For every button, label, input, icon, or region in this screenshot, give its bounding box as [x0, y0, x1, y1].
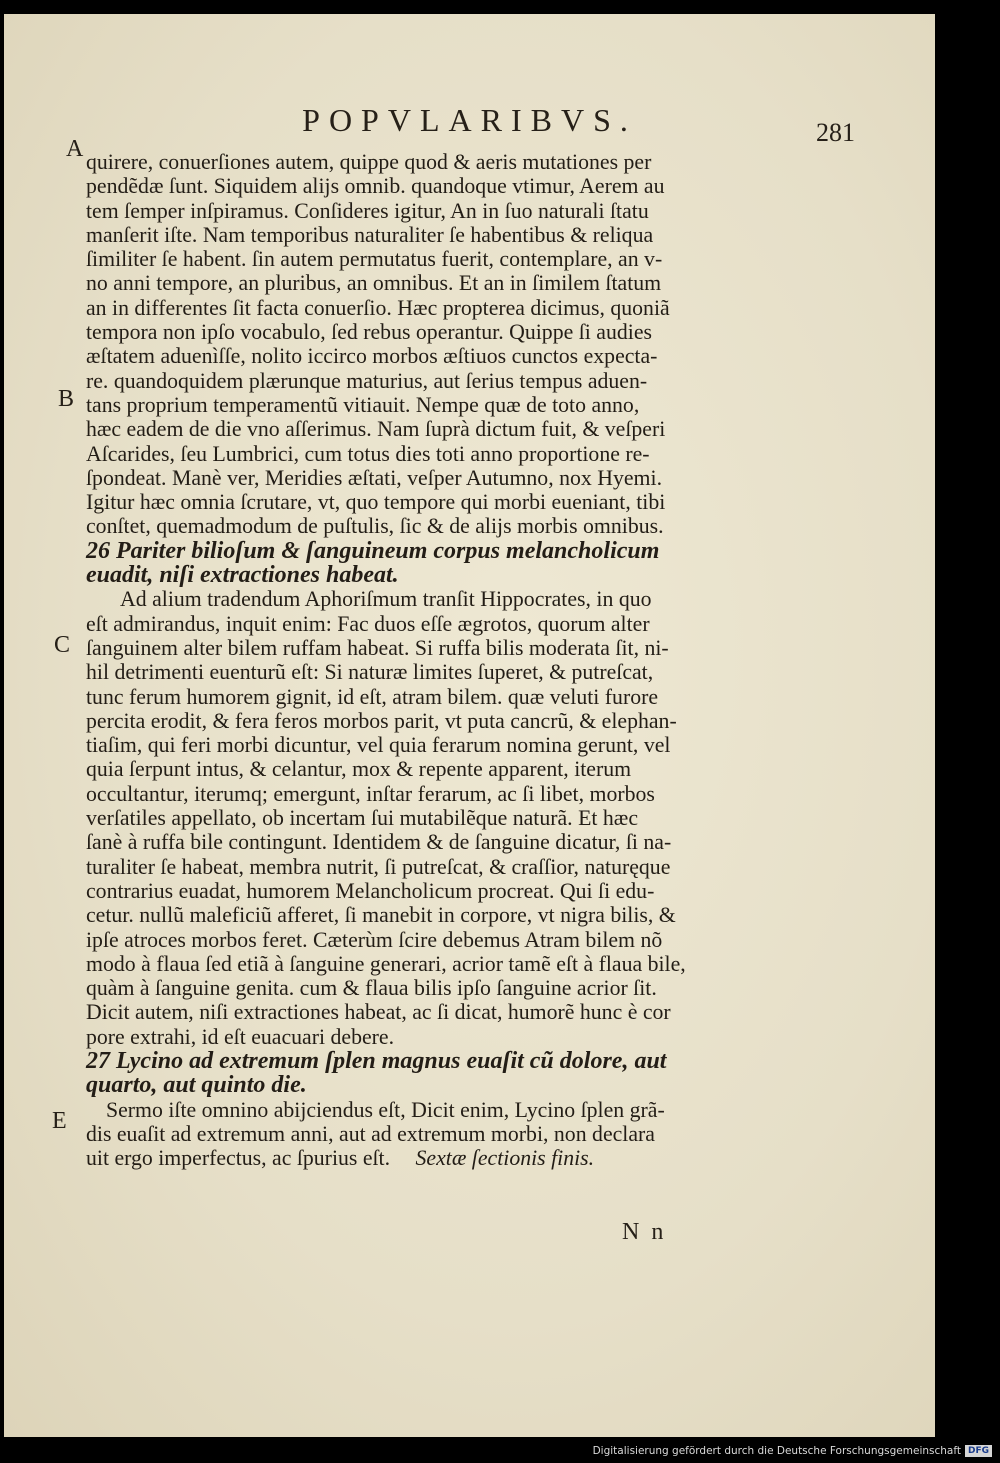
text-line: tans proprium temperamentũ vitiauit. Nempe quæ de toto anno,	[86, 392, 640, 417]
text-line: pore extrahi, id eſt euacuari debere.	[86, 1024, 395, 1049]
text-line: Aſcarides, ſeu Lumbrici, cum totus dies toti anno proportione re-	[86, 441, 650, 466]
text-line: no anni tempore, an pluribus, an omnibus. Et an in ſimilem ſtatum	[86, 271, 662, 296]
text-line: occultantur, iterumq; emergunt, inſtar ferarum, ac ſi libet, morbos	[86, 781, 655, 806]
text-line: Sermo iſte omnino abijciendus eſt, Dicit enim, Lycino ſplen grã-	[106, 1097, 665, 1122]
text-line: pendẽdæ ſunt. Siquidem alijs omnib. quandoque vtimur, Aerem au	[86, 174, 665, 199]
margin-letter-a: A	[66, 136, 84, 162]
page-number: 281	[816, 118, 855, 147]
text-line: verſatiles appellato, ob incertam ſui mutabilẽque naturã. Et hæc	[86, 806, 638, 831]
text-line: re. quandoquidem plærunque maturius, aut ſerius tempus aduen-	[86, 368, 648, 393]
margin-letter-e: E	[52, 1108, 67, 1134]
text-line: an in differentes ſit facta conuerſio. Hæc propterea dicimus, quoniã	[86, 295, 670, 320]
text-line: Dicit autem, niſi extractiones habeat, ac ſi dicat, humorẽ hunc è cor	[86, 1000, 671, 1025]
footer-text: Digitalisierung gefördert durch die Deutsche Forschungsgemeinschaft	[592, 1445, 961, 1457]
text-line: Ad alium tradendum Aphoriſmum tranſit Hippocrates, in quo	[120, 587, 652, 612]
aphorism-heading: quarto, aut quinto die.	[86, 1072, 307, 1099]
margin-letter-b: B	[58, 386, 75, 412]
dfg-logo: DFG	[965, 1445, 992, 1457]
text-line: cetur. nullũ maleficiũ afferet, ſi manebit in corpore, vt nigra bilis, &	[86, 903, 676, 928]
text-line: hæc eadem de die vno aſſerimus. Nam ſuprà dictum fuit, & veſperi	[86, 417, 666, 442]
text-line: eſt admirandus, inquit enim: Fac duos eſſe ægrotos, quorum alter	[86, 611, 650, 636]
section-end-note: Sextæ ſectionis finis.	[415, 1146, 595, 1171]
aphorism-heading: euadit, niſi extractiones habeat.	[86, 562, 399, 589]
text-line: ſanè à ruffa bile contingunt. Identidem & de ſanguine dicatur, ſi na-	[86, 830, 672, 855]
text-line: turaliter ſe habeat, membra nutrit, ſi putreſcat, & craſſior, naturęque	[86, 854, 671, 879]
text-line: tempora non ipſo vocabulo, ſed rebus operantur. Quippe ſi audies	[86, 320, 652, 345]
text-line: hil detrimenti euenturũ eſt: Si naturæ limites ſuperet, & putreſcat,	[86, 660, 654, 685]
signature-mark: N n	[622, 1219, 667, 1245]
text-line: conſtet, quemadmodum de puſtulis, ſic & de alijs morbis omnibus.	[86, 514, 664, 539]
aphorism-heading: 26 Pariter bilioſum & ſanguineum corpus melancholicum	[86, 537, 660, 564]
aphorism-heading: 27 Lycino ad extremum ſplen magnus euaſit cũ dolore, aut	[86, 1047, 667, 1074]
text-line: quirere, conuerſiones autem, quippe quod & aeris mutationes per	[86, 150, 652, 174]
running-head: POPVLARIBVS.	[302, 102, 637, 138]
text-line: tunc ferum humorem gignit, id eſt, atram bilem. quæ veluti furore	[86, 684, 659, 709]
margin-letter-c: C	[54, 632, 71, 658]
text-line: Igitur hæc omnia ſcrutare, vt, quo tempore qui morbi eueniant, tibi	[86, 490, 666, 515]
text-line: æſtatem aduenìſſe, nolito iccirco morbos æſtiuos cunctos expecta-	[86, 344, 658, 369]
text-line: ſimiliter ſe habent. ſin autem permutatus fuerit, contemplare, an v-	[86, 247, 663, 272]
text-line-part: uit ergo imperfectus, ac ſpurius eſt.	[86, 1146, 391, 1171]
text-line: manſerit iſte. Nam temporibus naturaliter ſe habentibus & reliqua	[86, 222, 654, 247]
text-line: contrarius euadat, humorem Melancholicum procreat. Qui ſi edu-	[86, 878, 655, 903]
text-line: quàm à ſanguine genita. cum & flaua bilis ipſo ſanguine acrior ſit.	[86, 976, 657, 1001]
text-line: ſpondeat. Manè ver, Meridies æſtati, veſper Autumno, nox Hyemi.	[86, 465, 663, 490]
text-line: percita erodit, & fera feros morbos parit, vt puta cancrũ, & elephan-	[86, 708, 677, 733]
body-text	[86, 150, 726, 1170]
text-line: modo à flaua ſed etiã à ſanguine generari, acrior tamẽ eſt à flaua bile,	[86, 951, 686, 976]
text-line: tiaſim, qui feri morbi dicuntur, vel quia ferarum nomina gerunt, vel	[86, 733, 671, 758]
text-line: ipſe atroces morbos feret. Cæterùm ſcire debemus Atram bilem nõ	[86, 927, 663, 952]
text-line: ſanguinem alter bilem ruffam habeat. Si ruffa bilis moderata ſit, ni-	[86, 635, 669, 660]
text-line: tem ſemper inſpiramus. Conſideres igitur, An in ſuo naturali ſtatu	[86, 198, 649, 223]
text-line	[86, 1146, 726, 1170]
footer-credit	[593, 1445, 992, 1457]
book-page	[4, 14, 935, 1437]
text-line: quia ſerpunt intus, & celantur, mox & repente apparent, iterum	[86, 757, 632, 782]
text-line: dis euaſit ad extremum anni, aut ad extremum morbi, non declara	[86, 1121, 655, 1146]
